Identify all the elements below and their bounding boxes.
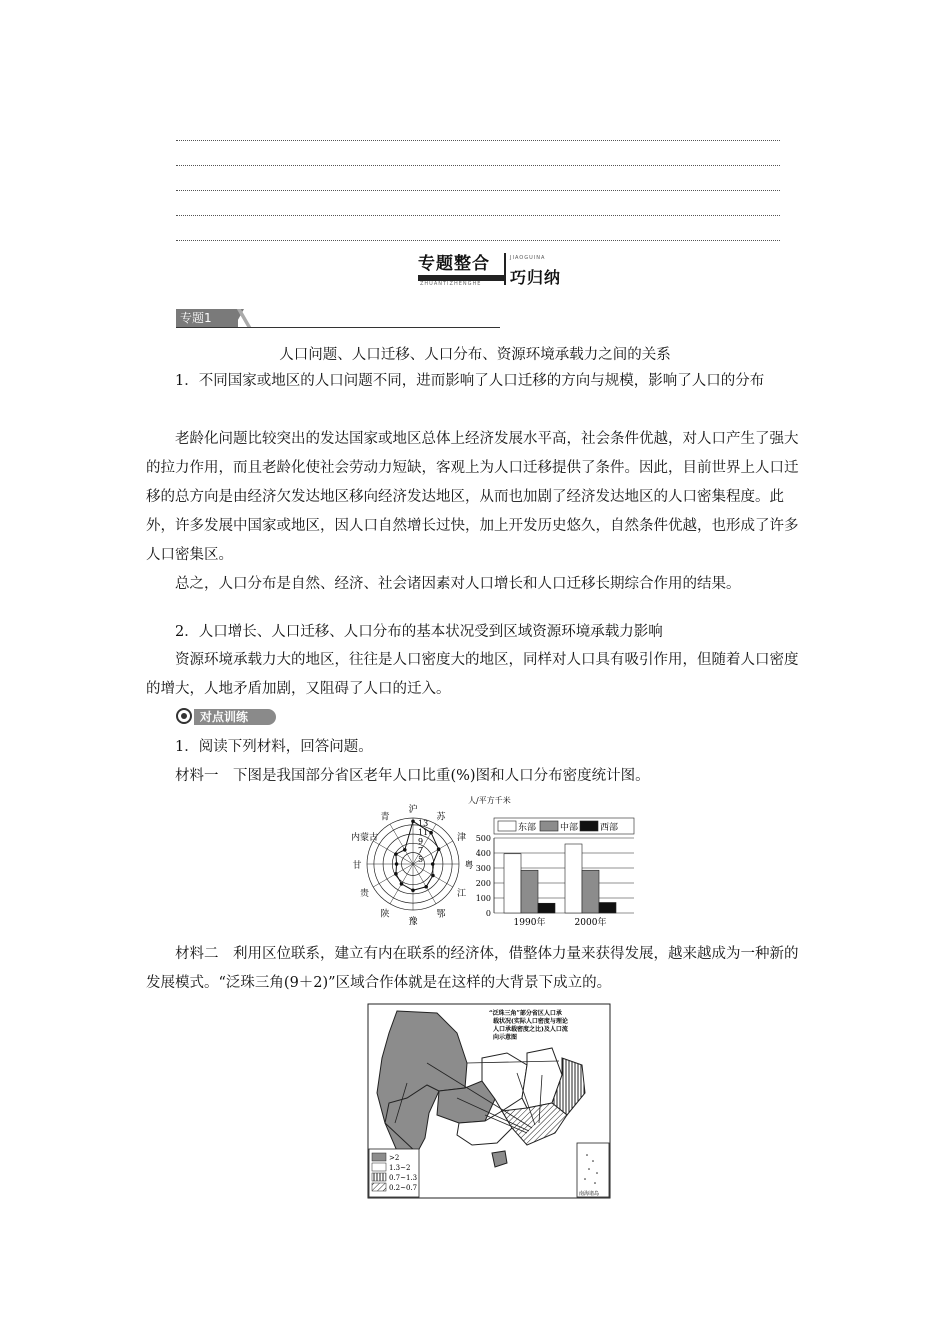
paragraph-5-text: 资源环境承载力大的地区，往往是人口密度大的地区，同样对人口具有吸引作用，但随着人口密度的增大，人地矛盾加剧，又阻碍了人口的迁入。 bbox=[146, 652, 799, 697]
topic-underline bbox=[176, 327, 500, 328]
banner-separator bbox=[504, 253, 506, 285]
map-title-line-4: 向示意图 bbox=[493, 1034, 518, 1041]
answer-line-4 bbox=[176, 215, 780, 216]
radar-tick-label: 13 bbox=[418, 819, 429, 828]
bar-ytick-label: 200 bbox=[475, 879, 491, 888]
radar-tick-label: 9 bbox=[418, 837, 424, 846]
bar bbox=[504, 854, 521, 913]
banner-left-text: 专题整合 bbox=[418, 253, 502, 275]
answer-line-5 bbox=[176, 240, 780, 241]
question-1-text: 1．阅读下列材料，回答问题。 bbox=[175, 739, 373, 755]
radar-tick-label: 7 bbox=[418, 846, 424, 855]
legend-label-1: >2 bbox=[389, 1154, 400, 1162]
paragraph-2 bbox=[146, 425, 806, 570]
banner-right-text: 巧归纳 bbox=[510, 268, 562, 287]
bar-ytick-label: 500 bbox=[475, 834, 491, 843]
radar-category-label: 粤 bbox=[464, 861, 474, 871]
training-label-text: 对点训练 bbox=[194, 709, 276, 725]
answer-line-1 bbox=[176, 140, 780, 141]
target-icon bbox=[176, 708, 192, 724]
radar-category-label: 江 bbox=[456, 889, 467, 899]
bar-ytick-label: 400 bbox=[475, 849, 491, 858]
bar-legend-swatch bbox=[498, 821, 516, 831]
bar-legend-label: 中部 bbox=[560, 823, 579, 833]
bar-legend-swatch bbox=[540, 821, 558, 831]
radar-point bbox=[437, 847, 441, 851]
paragraph-2-text: 老龄化问题比较突出的发达国家或地区总体上经济发展水平高，社会条件优越，对人口产生了强大的拉力作用，而且老龄化使社会劳动力短缺，客观上为人口迁移提供了条件。因此，目前世界上人口迁移的总方向是由经济欠发达地区移向经济发达地区，从而也加剧了经济发达地区的人口密集程度。此外，许多发展中国家或地区，因人口自然增长过快，加上开发历史悠久，自然条件优越，也形成了许多人口密集区。 bbox=[146, 431, 799, 563]
radar-point bbox=[394, 852, 398, 856]
material-2-text: 材料二 利用区位联系，建立有内在联系的经济体，借整体力量来获得发展，越来越成为一种新的发展模式。“泛珠三角(9＋2)”区域合作体就是在这样的大背景下成立的。 bbox=[146, 946, 799, 991]
bar-legend-swatch bbox=[580, 821, 598, 831]
radar-point bbox=[394, 872, 398, 876]
paragraph-3-text: 总之，人口分布是自然、经济、社会诸因素对人口增长和人口迁移长期综合作用的结果。 bbox=[175, 576, 741, 592]
paragraph-1 bbox=[146, 367, 806, 396]
bar bbox=[538, 903, 555, 913]
legend-swatch-4 bbox=[372, 1183, 386, 1191]
radar-point bbox=[395, 862, 399, 866]
radar-category-label: 豫 bbox=[408, 917, 418, 927]
bar-ytick-label: 100 bbox=[475, 894, 491, 903]
map-inset-label: 南海诸岛 bbox=[579, 1191, 600, 1197]
radar-tick-label: 11 bbox=[418, 828, 429, 837]
legend-swatch-1 bbox=[372, 1153, 386, 1161]
map-title-line-3: 人口承载密度之比)及人口流 bbox=[493, 1026, 568, 1033]
bar-ytick-label: 0 bbox=[485, 909, 491, 918]
map-figure bbox=[367, 1003, 611, 1199]
paragraph-4-text: 2．人口增长、人口迁移、人口分布的基本状况受到区域资源环境承载力影响 bbox=[175, 624, 663, 640]
paragraph-1-text: 1．不同国家或地区的人口问题不同，进而影响了人口迁移的方向与规模，影响了人口的分布 bbox=[175, 373, 765, 389]
radar-point bbox=[431, 874, 435, 878]
radar-tick-label: 5 bbox=[418, 855, 424, 864]
radar-category-label: 甘 bbox=[352, 861, 362, 871]
question-1 bbox=[146, 733, 806, 762]
map-title-line-2: 载状况(实际人口密度与理论 bbox=[493, 1018, 568, 1025]
radar-category-label: 青 bbox=[380, 812, 390, 823]
bar bbox=[599, 903, 616, 914]
radar-category-label: 贵 bbox=[359, 889, 370, 899]
training-label bbox=[176, 708, 278, 726]
paragraph-4 bbox=[146, 618, 806, 647]
bar-legend-label: 西部 bbox=[600, 823, 619, 833]
material-2 bbox=[146, 940, 806, 998]
bar-legend-label: 东部 bbox=[518, 823, 537, 833]
radar-category-label: 苏 bbox=[436, 812, 446, 823]
legend-swatch-2 bbox=[372, 1163, 386, 1171]
radar-category-label: 内蒙古 bbox=[350, 833, 379, 843]
banner-tiny-top: JIAOGUINA bbox=[510, 255, 546, 261]
answer-line-3 bbox=[176, 190, 780, 191]
radar-point bbox=[411, 819, 415, 823]
bar bbox=[521, 870, 538, 913]
bar bbox=[582, 870, 599, 913]
legend-label-4: 0.2~0.7 bbox=[389, 1184, 418, 1192]
legend-swatch-3 bbox=[372, 1173, 386, 1181]
bar-chart bbox=[468, 793, 638, 933]
topic-title: 人口问题、人口迁移、人口分布、资源环境承载力之间的关系 bbox=[279, 347, 671, 363]
legend-label-3: 0.7~1.3 bbox=[389, 1174, 418, 1182]
radar-category-label: 鄂 bbox=[436, 909, 446, 920]
radar-point bbox=[411, 888, 415, 892]
topic-tag-label: 专题1 bbox=[176, 309, 238, 327]
material-1-text: 材料一 下图是我国部分省区老年人口比重(%)图和人口分布密度统计图。 bbox=[175, 768, 650, 784]
paragraph-3 bbox=[146, 570, 806, 599]
radar-category-label: 津 bbox=[456, 833, 467, 843]
bar-ytick-label: 300 bbox=[475, 864, 491, 873]
radar-point bbox=[431, 862, 435, 866]
bar-category-label: 2000年 bbox=[574, 918, 607, 928]
radar-category-label: 沪 bbox=[408, 805, 418, 815]
radar-point bbox=[403, 848, 407, 852]
map-title-line-1: “泛珠三角”部分省区人口承 bbox=[489, 1010, 562, 1017]
legend-label-2: 1.3~2 bbox=[389, 1164, 411, 1172]
bar bbox=[565, 844, 582, 913]
radar-point bbox=[424, 885, 428, 889]
answer-line-2 bbox=[176, 165, 780, 166]
paragraph-5 bbox=[146, 646, 806, 704]
map-inset-frame bbox=[577, 1143, 609, 1197]
radar-point bbox=[400, 882, 404, 886]
bar-category-label: 1990年 bbox=[513, 918, 546, 928]
radar-point bbox=[429, 831, 433, 835]
bar-ylabel: 人/平方千米 bbox=[468, 796, 511, 805]
section-banner bbox=[418, 253, 568, 289]
material-1 bbox=[146, 762, 806, 791]
banner-tiny-bottom: ZHUANTIZHENGHE bbox=[420, 281, 482, 287]
radar-category-label: 陕 bbox=[380, 909, 390, 920]
